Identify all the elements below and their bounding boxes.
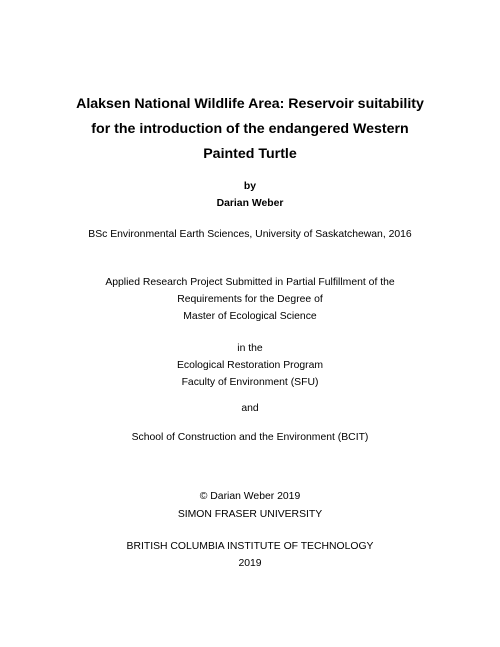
title-line-1: Alaksen National Wildlife Area: Reservoir suitability bbox=[76, 96, 424, 112]
copyright-notice: © Darian Weber 2019 bbox=[199, 491, 301, 502]
faculty-name: Faculty of Environment (SFU) bbox=[181, 377, 319, 388]
author-name: Darian Weber bbox=[216, 198, 284, 209]
university-sfu: SIMON FRASER UNIVERSITY bbox=[177, 509, 323, 520]
in-the-label: in the bbox=[237, 343, 263, 354]
university-bcit: BRITISH COLUMBIA INSTITUTE OF TECHNOLOGY bbox=[126, 541, 374, 552]
submission-line-1: Applied Research Project Submitted in Partial Fulfillment of the bbox=[105, 277, 395, 288]
school-name: School of Construction and the Environment (BCIT) bbox=[131, 432, 369, 443]
prior-degree: BSc Environmental Earth Sciences, University of Saskatchewan, 2016 bbox=[88, 229, 412, 240]
by-label: by bbox=[243, 181, 257, 192]
program-name: Ecological Restoration Program bbox=[176, 360, 324, 371]
copyright-year: 2019 bbox=[238, 558, 262, 569]
title-line-3: Painted Turtle bbox=[203, 146, 297, 162]
submission-line-2: Requirements for the Degree of bbox=[177, 294, 323, 305]
and-label: and bbox=[241, 403, 259, 414]
degree-name: Master of Ecological Science bbox=[183, 311, 317, 322]
title-line-2: for the introduction of the endangered Western bbox=[91, 121, 409, 137]
